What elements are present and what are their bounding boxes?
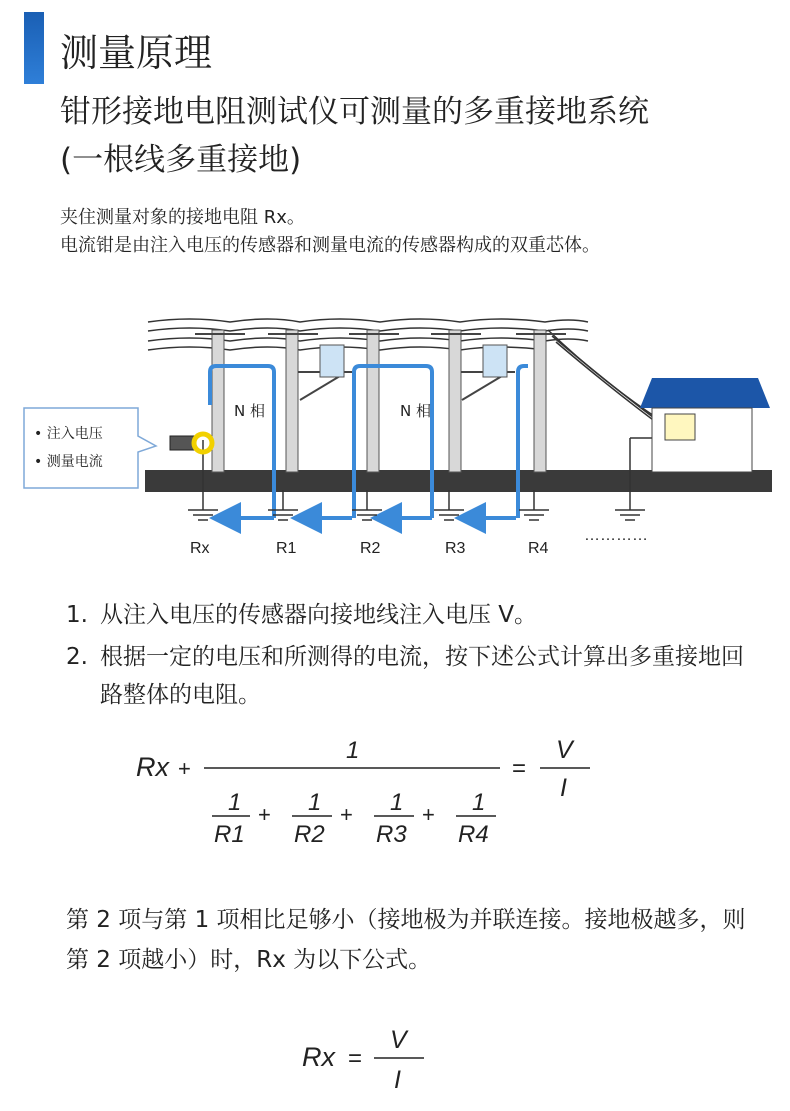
intro-line-2: 电流钳是由注入电压的传感器和测量电流的传感器构成的双重芯体。 (60, 235, 600, 256)
ground-strip (145, 470, 772, 492)
transformer-1 (320, 345, 344, 377)
house (640, 378, 770, 472)
label-r3: R3 (445, 540, 466, 557)
grounding-system-diagram (0, 280, 790, 580)
title-accent-bar (24, 12, 44, 84)
formula-full (120, 730, 620, 860)
formula1-i: I (560, 774, 567, 802)
meter-box (665, 414, 695, 440)
step-1-number: 1. (66, 602, 88, 628)
denom3-one: 1 (390, 789, 404, 816)
formula2-rx: Rx (302, 1042, 335, 1072)
denom-plus-3: + (422, 802, 435, 827)
label-rx: Rx (190, 540, 210, 557)
subtitle-line-1: 钳形接地电阻测试仪可测量的多重接地系统 (60, 94, 649, 130)
denom4-one: 1 (472, 789, 486, 816)
transformer-2 (483, 345, 507, 377)
clamp-tester-icon (170, 434, 212, 452)
formula1-rx: Rx (136, 752, 169, 782)
intro-text (60, 204, 600, 260)
denom-plus-2: + (340, 802, 353, 827)
step-list (66, 596, 766, 718)
formula2-equals: = (348, 1045, 363, 1072)
label-r4: R4 (528, 540, 549, 557)
denom2-one: 1 (308, 789, 322, 816)
step-2-text: 根据一定的电压和所测得的电流，按下述公式计算出多重接地回路整体的电阻。 (100, 644, 744, 708)
denom3-r: R3 (376, 821, 407, 848)
step-2-number: 2. (66, 644, 88, 670)
page-subtitle (60, 88, 760, 184)
subtitle-line-2: (一根线多重接地) (60, 142, 302, 178)
legend-callout (24, 408, 156, 488)
formula1-equals: = (512, 755, 527, 782)
formula2-v: V (390, 1026, 407, 1054)
step-2 (66, 638, 766, 714)
page-title: 测量原理 (60, 31, 213, 75)
phase-label-1: N 相 (234, 402, 265, 420)
legend-measure-current: • 测量电流 (34, 454, 103, 470)
ellipsis: ………… (584, 527, 648, 544)
simplification-note: 第 2 项与第 1 项相比足够小（接地极为并联连接。接地极越多，则第 2 项越小）时，Rx 为以下公式。 (66, 907, 746, 973)
label-r1: R1 (276, 540, 297, 557)
denom2-r: R2 (294, 821, 325, 848)
step-1 (66, 596, 766, 634)
intro-line-1: 夹住测量对象的接地电阻 Rx。 (60, 207, 305, 228)
denom4-r: R4 (458, 821, 489, 848)
formula1-plus: + (178, 756, 191, 781)
formula2-i: I (394, 1066, 401, 1094)
step-1-text: 从注入电压的传感器向接地线注入电压 V。 (100, 602, 538, 628)
denom1-one: 1 (228, 789, 242, 816)
phase-label-2: N 相 (400, 402, 431, 420)
formula-simplified (290, 1018, 450, 1104)
denom-plus-1: + (258, 802, 271, 827)
legend-inject-voltage: • 注入电压 (34, 426, 103, 442)
formula1-v: V (556, 736, 573, 764)
formula1-numerator: 1 (346, 737, 360, 764)
label-r2: R2 (360, 540, 381, 557)
denom1-r: R1 (214, 821, 245, 848)
